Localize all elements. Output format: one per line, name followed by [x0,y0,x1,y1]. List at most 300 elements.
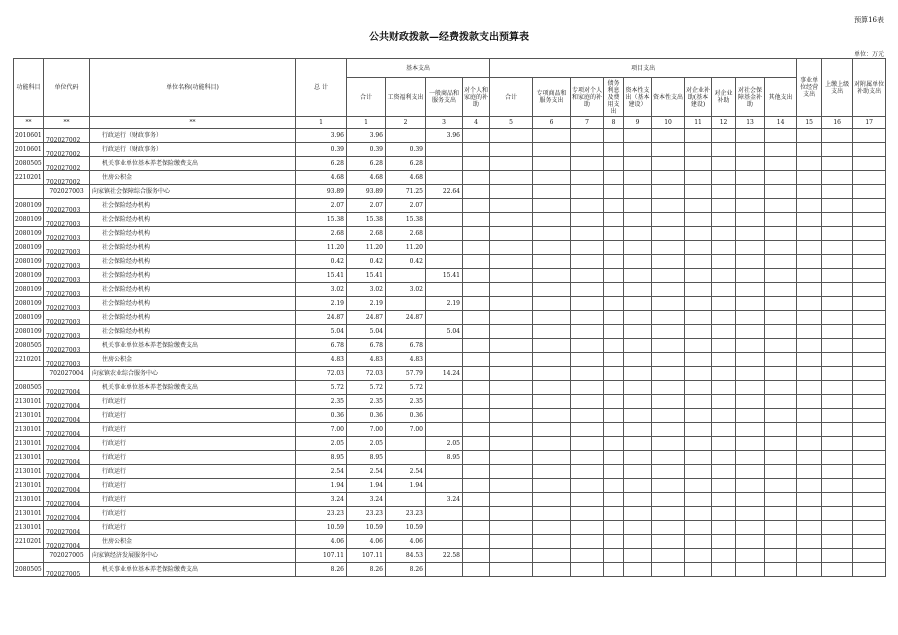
goods-cell [426,423,463,437]
empty-cell [797,311,822,325]
empty-cell [652,185,685,199]
empty-cell [463,367,490,381]
empty-cell [685,185,712,199]
table-row [14,269,886,283]
empty-cell [624,409,652,423]
empty-cell [822,143,853,157]
unit-code-cell [44,297,90,311]
index-cell: 7 [571,117,604,129]
empty-cell [624,339,652,353]
index-cell: 17 [853,117,886,129]
empty-cell [797,535,822,549]
empty-cell [736,311,765,325]
empty-cell [736,367,765,381]
empty-cell [624,213,652,227]
total-cell: 24.87 [296,311,347,325]
empty-cell [652,437,685,451]
unit-code-text: 702027003 [46,291,81,297]
sum-cell: 3.96 [347,129,386,143]
func-code-cell: 2130101 [14,409,44,423]
empty-cell [533,297,571,311]
index-cell: 12 [712,117,736,129]
empty-cell [712,143,736,157]
empty-cell [604,269,624,283]
empty-cell [736,241,765,255]
empty-cell [533,521,571,535]
empty-cell [463,465,490,479]
total-cell: 8.95 [296,451,347,465]
empty-cell [490,549,533,563]
empty-cell [463,185,490,199]
empty-cell [463,297,490,311]
empty-cell [533,283,571,297]
empty-cell [685,549,712,563]
empty-cell [604,171,624,185]
unit-code-cell [44,507,90,521]
empty-cell [797,507,822,521]
empty-cell [571,171,604,185]
empty-cell [490,157,533,171]
goods-cell: 14.24 [426,367,463,381]
goods-cell [426,311,463,325]
sum-cell: 6.28 [347,157,386,171]
empty-cell [765,227,797,241]
func-code-cell: 2080505 [14,563,44,577]
empty-cell [571,381,604,395]
empty-cell [797,297,822,311]
empty-cell [533,507,571,521]
empty-cell [736,143,765,157]
unit-code-cell [44,213,90,227]
empty-cell [712,241,736,255]
empty-cell [624,381,652,395]
empty-cell [652,465,685,479]
empty-cell [652,241,685,255]
empty-cell [685,409,712,423]
func-code-cell: 2130101 [14,465,44,479]
unit-name-cell: 社会保险经办机构 [90,269,296,283]
empty-cell [490,437,533,451]
sum-cell: 3.24 [347,493,386,507]
total-cell: 5.72 [296,381,347,395]
empty-cell [490,283,533,297]
empty-cell [463,409,490,423]
header-capital: 资本性支出 [652,78,685,117]
empty-cell [853,563,886,577]
empty-cell [712,521,736,535]
goods-cell [426,283,463,297]
empty-cell [463,325,490,339]
header-enterprise-basic: 对企业补助(基本建设) [685,78,712,117]
empty-cell [712,269,736,283]
sum-cell: 24.87 [347,311,386,325]
unit-code-text: 702027004 [46,501,81,507]
goods-cell [426,353,463,367]
func-code-cell: 2130101 [14,493,44,507]
empty-cell [571,437,604,451]
sum-cell: 1.94 [347,479,386,493]
empty-cell [604,409,624,423]
sum-cell: 2.19 [347,297,386,311]
empty-cell [571,325,604,339]
unit-code-cell [44,479,90,493]
empty-cell [712,283,736,297]
empty-cell [797,437,822,451]
empty-cell [571,185,604,199]
unit-code-text: 702027003 [46,235,81,241]
empty-cell [571,241,604,255]
empty-cell [490,325,533,339]
empty-cell [652,339,685,353]
empty-cell [463,171,490,185]
empty-cell [685,213,712,227]
empty-cell [685,507,712,521]
table-body [14,129,886,577]
empty-cell [685,255,712,269]
empty-cell [765,465,797,479]
empty-cell [712,395,736,409]
empty-cell [604,143,624,157]
goods-cell [426,171,463,185]
empty-cell [736,493,765,507]
empty-cell [604,521,624,535]
empty-cell [533,479,571,493]
func-code-cell [14,549,44,563]
unit-code-text: 702027002 [46,151,81,157]
salary-cell [386,297,426,311]
empty-cell [463,339,490,353]
empty-cell [736,423,765,437]
empty-cell [463,129,490,143]
total-cell: 7.00 [296,423,347,437]
salary-cell: 15.38 [386,213,426,227]
empty-cell [490,185,533,199]
empty-cell [490,241,533,255]
empty-cell [533,185,571,199]
goods-cell: 5.04 [426,325,463,339]
empty-cell [712,325,736,339]
empty-cell [685,129,712,143]
salary-cell: 24.87 [386,311,426,325]
empty-cell [797,339,822,353]
empty-cell [463,269,490,283]
unit-name-cell: 向家镇社会保障综合服务中心 [90,185,296,199]
total-cell: 2.54 [296,465,347,479]
empty-cell [463,241,490,255]
empty-cell [463,507,490,521]
empty-cell [736,381,765,395]
empty-cell [463,255,490,269]
goods-cell [426,199,463,213]
index-cell: 16 [822,117,853,129]
empty-cell [571,255,604,269]
header-upper: 上缴上级支出 [822,59,853,117]
salary-cell: 5.72 [386,381,426,395]
unit-code-cell [44,563,90,577]
empty-cell [571,311,604,325]
empty-cell [797,493,822,507]
empty-cell [853,521,886,535]
unit-name-cell: 社会保险经办机构 [90,255,296,269]
empty-cell [463,283,490,297]
empty-cell [604,241,624,255]
goods-cell: 15.41 [426,269,463,283]
empty-cell [797,381,822,395]
empty-cell [853,465,886,479]
unit-name-cell: 社会保险经办机构 [90,213,296,227]
empty-cell [685,171,712,185]
empty-cell [490,129,533,143]
empty-cell [624,493,652,507]
func-code-cell: 2080109 [14,255,44,269]
empty-cell [652,451,685,465]
empty-cell [712,381,736,395]
empty-cell [853,157,886,171]
salary-cell [386,129,426,143]
empty-cell [624,549,652,563]
empty-cell [797,451,822,465]
empty-cell [765,143,797,157]
empty-cell [604,493,624,507]
empty-cell [822,325,853,339]
goods-cell: 3.96 [426,129,463,143]
func-code-cell: 2080109 [14,227,44,241]
empty-cell [797,129,822,143]
empty-cell [853,437,886,451]
unit-code-text: 702027003 [46,333,81,339]
empty-cell [624,437,652,451]
header-capital-basic: 资本性支出（基本建设） [624,78,652,117]
empty-cell [490,493,533,507]
empty-cell [797,269,822,283]
empty-cell [822,367,853,381]
goods-cell: 22.64 [426,185,463,199]
unit-name-cell: 行政运行 [90,521,296,535]
unit-name-cell: 向家镇农业综合服务中心 [90,367,296,381]
empty-cell [490,479,533,493]
empty-cell [685,283,712,297]
table-row [14,395,886,409]
empty-cell [533,171,571,185]
empty-cell [624,297,652,311]
func-code-cell: 2010601 [14,143,44,157]
table-row [14,507,886,521]
empty-cell [712,479,736,493]
goods-cell [426,381,463,395]
empty-cell [765,479,797,493]
empty-cell [797,283,822,297]
unit-code-cell [44,227,90,241]
goods-cell: 3.24 [426,493,463,507]
index-cell: 8 [604,117,624,129]
empty-cell [463,213,490,227]
total-cell: 15.38 [296,213,347,227]
sum-cell: 2.54 [347,465,386,479]
sum-cell: 4.83 [347,353,386,367]
total-cell: 11.20 [296,241,347,255]
empty-cell [652,381,685,395]
empty-cell [822,563,853,577]
salary-cell: 57.79 [386,367,426,381]
table-row [14,563,886,577]
unit-code-cell: 702027005 [44,549,90,563]
sum-cell: 8.26 [347,563,386,577]
salary-cell: 0.36 [386,409,426,423]
empty-cell [765,353,797,367]
unit-code-text: 702027004 [46,459,81,465]
sum-cell: 15.38 [347,213,386,227]
empty-cell [822,507,853,521]
empty-cell [822,465,853,479]
empty-cell [533,535,571,549]
empty-cell [652,171,685,185]
total-cell: 3.02 [296,283,347,297]
empty-cell [490,311,533,325]
empty-cell [797,241,822,255]
goods-cell [426,241,463,255]
header-debt: 债务利息及费用支出 [604,78,624,117]
empty-cell [822,423,853,437]
unit-code-text: 702027002 [46,179,81,185]
total-cell: 2.05 [296,437,347,451]
empty-cell [853,213,886,227]
empty-cell [853,493,886,507]
empty-cell [533,423,571,437]
unit-code-text: 702027005 [46,571,81,577]
empty-cell [652,493,685,507]
empty-cell [533,143,571,157]
empty-cell [712,171,736,185]
unit-code-text: 702027004 [46,417,81,423]
sum-cell: 0.36 [347,409,386,423]
sum-cell: 4.68 [347,171,386,185]
empty-cell [822,171,853,185]
empty-cell [490,171,533,185]
unit-name-cell: 社会保险经办机构 [90,297,296,311]
unit-name-cell: 住房公积金 [90,353,296,367]
unit-code-cell [44,465,90,479]
empty-cell [490,367,533,381]
empty-cell [624,451,652,465]
unit-code-text: 702027003 [46,263,81,269]
empty-cell [853,227,886,241]
empty-cell [822,339,853,353]
salary-cell [386,493,426,507]
empty-cell [571,423,604,437]
empty-cell [624,157,652,171]
empty-cell [652,479,685,493]
empty-cell [765,171,797,185]
goods-cell [426,213,463,227]
unit-name-cell: 社会保险经办机构 [90,325,296,339]
empty-cell [712,199,736,213]
empty-cell [652,367,685,381]
unit-code-text: 702027002 [46,165,81,171]
salary-cell: 2.07 [386,199,426,213]
unit-name-cell: 住房公积金 [90,171,296,185]
empty-cell [797,171,822,185]
unit-code-cell: 702027004 [44,367,90,381]
salary-cell: 6.78 [386,339,426,353]
func-code-cell: 2210201 [14,171,44,185]
empty-cell [853,549,886,563]
unit-name-cell: 机关事业单位基本养老保险缴费支出 [90,157,296,171]
empty-cell [624,507,652,521]
empty-cell [463,143,490,157]
empty-cell [571,157,604,171]
empty-cell [797,185,822,199]
empty-cell [490,213,533,227]
header-unit-code: 单位代码 [44,59,90,117]
empty-cell [736,283,765,297]
index-row [14,117,886,129]
index-cell: 1 [296,117,347,129]
empty-cell [712,507,736,521]
salary-cell: 0.42 [386,255,426,269]
index-cell: 3 [426,117,463,129]
header-operating: 事业单位经营支出 [797,59,822,117]
empty-cell [490,255,533,269]
unit-code-cell: 702027003 [44,185,90,199]
empty-cell [797,395,822,409]
index-cell: 5 [490,117,533,129]
empty-cell [624,311,652,325]
unit-name-cell: 机关事业单位基本养老保险缴费支出 [90,381,296,395]
sum-cell: 0.39 [347,143,386,157]
unit-name-cell: 行政运行 [90,493,296,507]
header-enterprise: 对企业补助 [712,78,736,117]
empty-cell [533,367,571,381]
func-code-cell: 2080109 [14,283,44,297]
empty-cell [765,381,797,395]
func-code-cell: 2080109 [14,269,44,283]
index-cell: 11 [685,117,712,129]
empty-cell [712,353,736,367]
empty-cell [685,521,712,535]
empty-cell [463,521,490,535]
header-goods: 一般商品和服务支出 [426,78,463,117]
empty-cell [624,521,652,535]
sum-cell: 93.89 [347,185,386,199]
func-code-cell: 2010601 [14,129,44,143]
table-row [14,437,886,451]
empty-cell [533,353,571,367]
sum-cell: 2.07 [347,199,386,213]
empty-cell [712,185,736,199]
empty-cell [853,409,886,423]
empty-cell [765,563,797,577]
index-cell: 1 [347,117,386,129]
table-row [14,283,886,297]
total-cell: 3.24 [296,493,347,507]
empty-cell [822,451,853,465]
empty-cell [736,521,765,535]
unit-name-cell: 社会保险经办机构 [90,311,296,325]
salary-cell [386,325,426,339]
empty-cell [533,563,571,577]
unit-code-cell [44,283,90,297]
table-row [14,199,886,213]
empty-cell [624,367,652,381]
empty-cell [822,157,853,171]
func-code-cell [14,367,44,381]
sum-cell: 107.11 [347,549,386,563]
unit-code-cell [44,199,90,213]
salary-cell: 10.59 [386,521,426,535]
empty-cell [652,353,685,367]
total-cell: 2.19 [296,297,347,311]
empty-cell [712,339,736,353]
